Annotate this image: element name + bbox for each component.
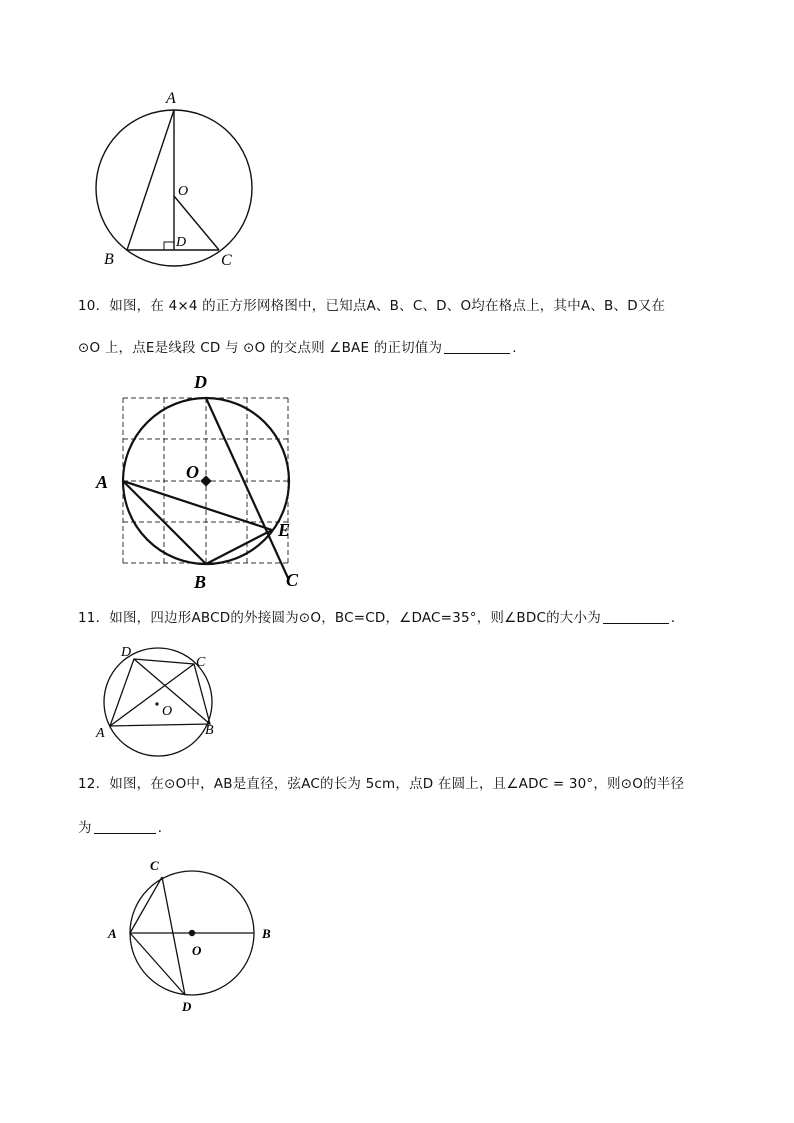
fig10-label-o: O bbox=[186, 462, 199, 482]
fig9-label-b: B bbox=[104, 251, 114, 268]
fig12-chord-ac bbox=[130, 877, 162, 933]
fig10-label-c: C bbox=[286, 570, 299, 590]
fig12-label-o: O bbox=[192, 943, 202, 958]
fig9-label-a: A bbox=[166, 90, 176, 107]
figure-11 bbox=[90, 640, 230, 760]
fig12-label-a: A bbox=[108, 926, 117, 941]
question-12-line-1: 12．如图，在⊙O中，AB是直径，弦AC的长为 5cm，点D 在圆上，且∠ADC = 30°，则⊙O的半径 bbox=[78, 776, 685, 792]
fig9-segment-ab bbox=[127, 110, 174, 250]
answer-blank-11[interactable] bbox=[603, 609, 669, 624]
figure-9 bbox=[90, 86, 260, 276]
fig10-label-d: D bbox=[194, 372, 207, 392]
fig11-label-c: C bbox=[196, 655, 206, 670]
fig11-label-d: D bbox=[121, 645, 132, 660]
question-10-line-1: 10．如图，在 4×4 的正方形网格图中，已知点A、B、C、D、O均在格点上，其中A、B、D又在 bbox=[78, 298, 666, 314]
question-11-end: ． bbox=[670, 610, 685, 626]
fig9-label-d: D bbox=[176, 235, 187, 250]
fig10-label-a: A bbox=[96, 472, 109, 492]
fig11-label-o: O bbox=[162, 704, 173, 719]
fig10-segment-ae bbox=[123, 481, 272, 530]
fig12-label-b: B bbox=[262, 926, 271, 941]
fig10-center-point bbox=[200, 475, 211, 486]
fig11-center-point bbox=[155, 702, 158, 705]
fig9-right-angle-mark bbox=[164, 242, 174, 250]
figure-12 bbox=[100, 852, 290, 1022]
question-12-text: 为 bbox=[78, 820, 92, 836]
question-11-text: 11．如图，四边形ABCD的外接圆为⊙O，BC=CD，∠DAC=35°，则∠BDC的大小为 bbox=[78, 610, 601, 626]
fig11-quadrilateral bbox=[110, 659, 210, 726]
fig11-label-a: A bbox=[96, 726, 105, 741]
fig11-label-b: B bbox=[205, 723, 214, 738]
answer-blank-10[interactable] bbox=[444, 339, 510, 354]
question-10-text: ⊙O 上，点E是线段 CD 与 ⊙O 的交点则 ∠BAE 的正切值为 bbox=[78, 340, 443, 356]
answer-blank-12[interactable] bbox=[94, 819, 156, 834]
fig9-label-o: O bbox=[178, 184, 189, 199]
fig10-label-e: E bbox=[278, 520, 291, 540]
question-10-line-2 bbox=[78, 338, 517, 358]
question-12-line-2 bbox=[78, 818, 171, 838]
fig9-label-c: C bbox=[221, 252, 232, 269]
question-12-end: ． bbox=[157, 820, 172, 836]
question-11-line-1 bbox=[78, 608, 685, 628]
fig12-label-c: C bbox=[150, 858, 159, 873]
fig10-segment-be bbox=[206, 530, 272, 564]
figure-10 bbox=[92, 366, 312, 596]
fig11-diagonal-ac bbox=[110, 664, 194, 726]
question-10-end: . bbox=[512, 340, 517, 356]
fig12-center-point bbox=[189, 930, 195, 936]
fig10-label-b: B bbox=[194, 572, 207, 592]
fig12-chord-cd bbox=[162, 877, 185, 995]
fig12-label-d: D bbox=[182, 999, 192, 1014]
